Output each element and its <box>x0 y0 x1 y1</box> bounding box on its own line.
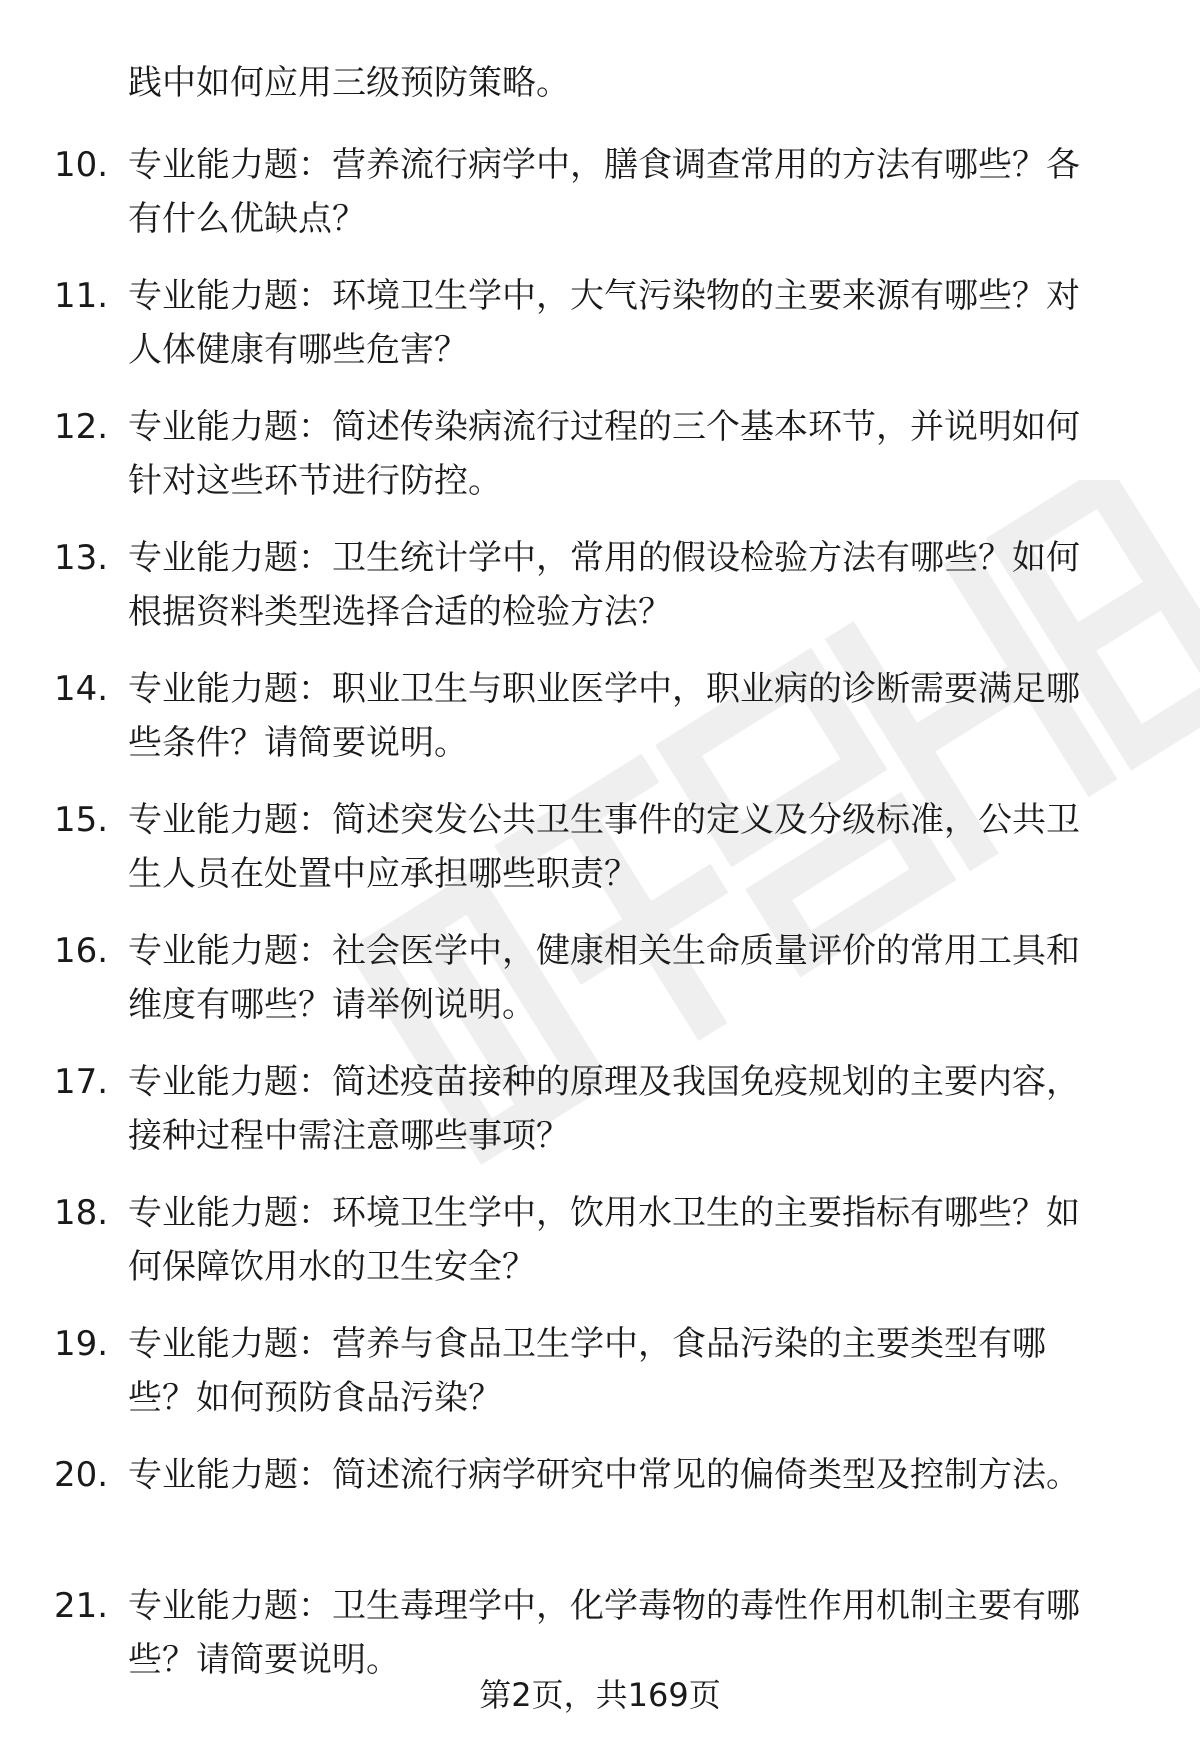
question-number: 10. <box>54 145 109 185</box>
question-text-line: 专业能力题：环境卫生学中，大气污染物的主要来源有哪些？对 <box>128 276 1080 316</box>
question-text-line: 根据资料类型选择合适的检验方法？ <box>128 592 672 632</box>
question-list <box>0 138 1200 1710</box>
question-text-line: 人体健康有哪些危害？ <box>128 330 468 370</box>
question-number: 21. <box>54 1586 109 1626</box>
question-number: 19. <box>54 1324 109 1364</box>
question-text <box>128 662 1144 770</box>
page-footer: 第2页，共169页 <box>479 1676 721 1714</box>
question-text-line: 专业能力题：卫生毒理学中，化学毒物的毒性作用机制主要有哪 <box>128 1586 1080 1626</box>
question-number: 11. <box>54 276 109 316</box>
question-text-line: 接种过程中需注意哪些事项？ <box>128 1116 570 1156</box>
question-text-line: 专业能力题：简述疫苗接种的原理及我国免疫规划的主要内容， <box>128 1062 1080 1102</box>
question-number: 12. <box>54 407 109 447</box>
question-item <box>0 531 1200 662</box>
question-text-line: 些条件？请简要说明。 <box>128 723 468 763</box>
question-text-line: 专业能力题：简述突发公共卫生事件的定义及分级标准，公共卫 <box>128 800 1080 840</box>
question-text-line: 专业能力题：简述流行病学研究中常见的偏倚类型及控制方法。 <box>128 1455 1080 1495</box>
question-text <box>128 138 1144 246</box>
question-item <box>0 1055 1200 1186</box>
question-text-line: 些？请简要说明。 <box>128 1640 400 1680</box>
question-text <box>128 269 1144 377</box>
question-number: 20. <box>54 1455 109 1495</box>
question-item <box>0 662 1200 793</box>
question-text-line: 有什么优缺点？ <box>128 199 366 239</box>
question-number: 13. <box>54 538 109 578</box>
question-item <box>0 400 1200 531</box>
question-item <box>0 793 1200 924</box>
question-text <box>128 1186 1144 1294</box>
question-text <box>128 1317 1144 1425</box>
question-text-line: 专业能力题：营养与食品卫生学中，食品污染的主要类型有哪 <box>128 1324 1046 1364</box>
question-text-line: 专业能力题：职业卫生与职业医学中，职业病的诊断需要满足哪 <box>128 669 1080 709</box>
question-item <box>0 269 1200 400</box>
question-item <box>0 1448 1200 1579</box>
question-number: 16. <box>54 931 109 971</box>
question-text <box>128 793 1144 901</box>
question-text <box>128 924 1144 1032</box>
question-text-line: 专业能力题：营养流行病学中，膳食调查常用的方法有哪些？各 <box>128 145 1080 185</box>
question-number: 14. <box>54 669 109 709</box>
continuation-line: 践中如何应用三级预防策略。 <box>128 63 570 103</box>
question-text-line: 生人员在处置中应承担哪些职责？ <box>128 854 638 894</box>
question-number: 18. <box>54 1193 109 1233</box>
question-item <box>0 1186 1200 1317</box>
question-text-line: 专业能力题：卫生统计学中，常用的假设检验方法有哪些？如何 <box>128 538 1080 578</box>
question-text-line: 针对这些环节进行防控。 <box>128 461 502 501</box>
question-item <box>0 924 1200 1055</box>
question-text <box>128 1055 1144 1163</box>
question-text-line: 何保障饮用水的卫生安全？ <box>128 1247 536 1287</box>
question-text <box>128 1448 1144 1502</box>
question-number: 17. <box>54 1062 109 1102</box>
question-item <box>0 1317 1200 1448</box>
question-text-line: 维度有哪些？请举例说明。 <box>128 985 536 1025</box>
question-text-line: 专业能力题：社会医学中，健康相关生命质量评价的常用工具和 <box>128 931 1080 971</box>
question-text-line: 专业能力题：环境卫生学中，饮用水卫生的主要指标有哪些？如 <box>128 1193 1080 1233</box>
question-text-line: 专业能力题：简述传染病流行过程的三个基本环节，并说明如何 <box>128 407 1080 447</box>
question-text-line: 些？如何预防食品污染？ <box>128 1378 502 1418</box>
question-text <box>128 531 1144 639</box>
question-item <box>0 138 1200 269</box>
question-number: 15. <box>54 800 109 840</box>
question-text <box>128 400 1144 508</box>
